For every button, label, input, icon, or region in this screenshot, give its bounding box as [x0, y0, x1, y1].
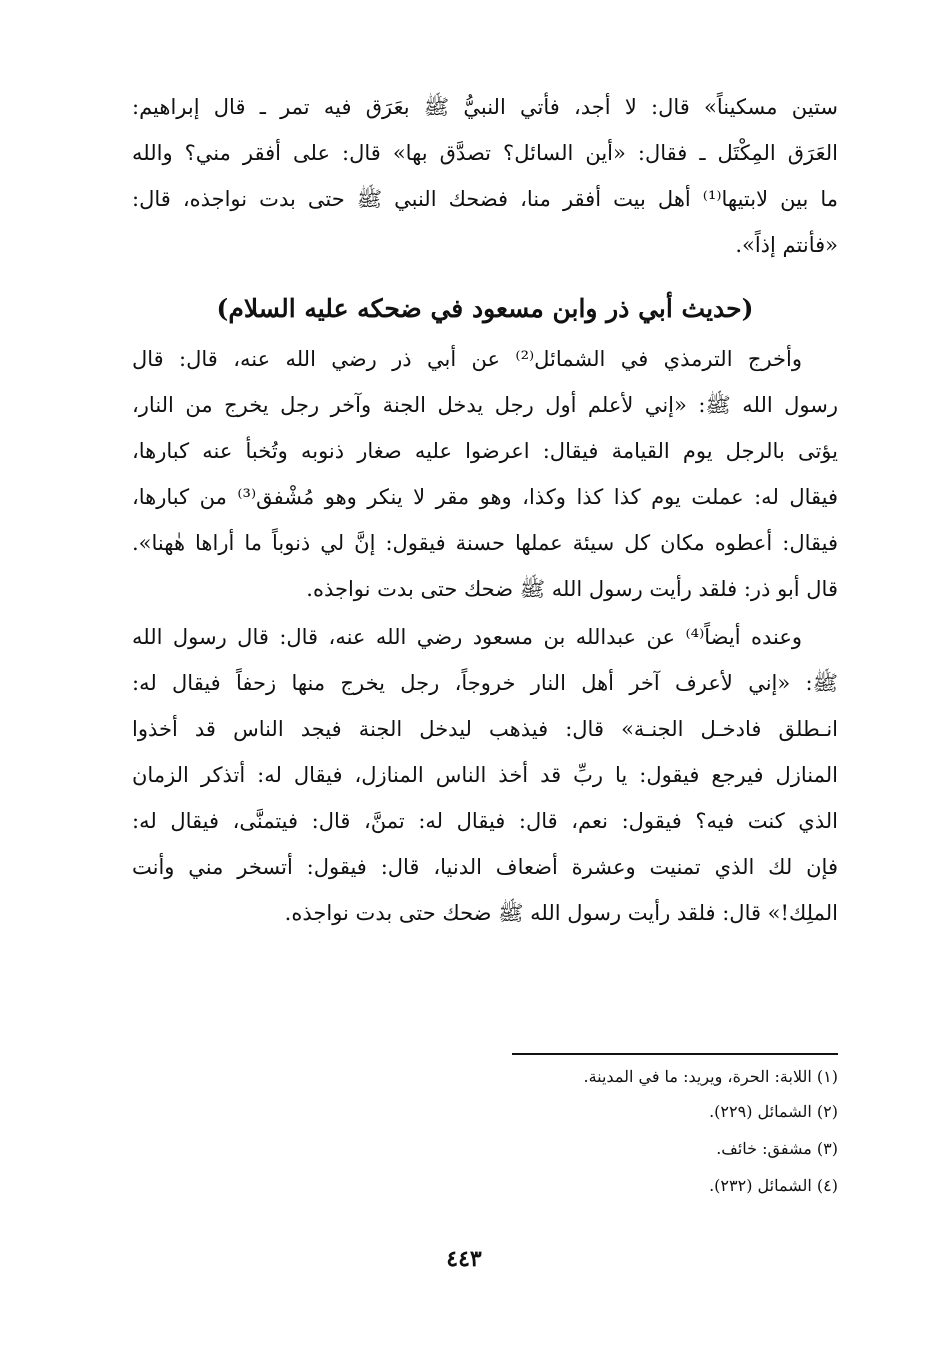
footnote-1: (١) اللابة: الحرة، ويريد: ما في المدينة.: [583, 1067, 838, 1086]
text-line: وعنده أيضاً⁽⁴⁾ عن عبدالله بن مسعود رضي الله عنه، قال: قال رسول الله: [132, 625, 802, 649]
text-line: الذي كنت فيه؟ فيقول: نعم، قال: فيقال له: تمنَّ، قال: فيتمنَّى، فيقال له:: [132, 809, 838, 833]
text-line: ﷺ: «إني لأعرف آخر أهل النار خروجاً، رجل يخرج منها زحفاً فيقال له:: [132, 671, 838, 695]
footnote-3: (٣) مشفق: خائف.: [716, 1139, 838, 1158]
section-heading: (حديث أبي ذر وابن مسعود في ضحكه عليه السلام): [216, 294, 754, 323]
footnote-separator: [512, 1053, 838, 1055]
footnote-2: (٢) الشمائل (٢٢٩).: [709, 1102, 838, 1121]
text-line: ستين مسكيناً» قال: لا أجد، فأُتي النبيُّ ﷺ بعَرَق فيه تمر ـ قال إبراهيم:: [132, 95, 838, 119]
text-line: ما بين لابتيها⁽¹⁾ أهل بيت أفقر منا، فضحك النبي ﷺ حتى بدت نواجذه، قال:: [132, 187, 838, 211]
text-line: فيقال: أعطوه مكان كل سيئة عملها حسنة فيقول: إنَّ لي ذنوباً ما أراها هٰهنا».: [132, 531, 838, 555]
text-line: فإن لك الذي تمنيت وعشرة أضعاف الدنيا، قال: فيقول: أتسخر مني وأنت: [132, 855, 838, 879]
page-number: ٤٤٣: [446, 1246, 482, 1272]
text-line: قال أبو ذر: فلقد رأيت رسول الله ﷺ ضحك حتى بدت نواجذه.: [306, 577, 838, 601]
text-line: رسول الله ﷺ: «إني لأعلم أول رجل يدخل الجنة وآخر رجل يخرج من النار،: [132, 393, 838, 417]
text-line: «فأنتم إذاً».: [735, 233, 838, 257]
text-line: انـطلق فادخـل الجنـة» قال: فيذهب ليدخل الجنة فيجد الناس قد أخذوا: [132, 717, 838, 741]
text-line: وأخرج الترمذي في الشمائل⁽²⁾ عن أبي ذر رضي الله عنه، قال: قال: [132, 347, 802, 371]
text-line: يؤتى بالرجل يوم القيامة فيقال: اعرضوا عليه صغار ذنوبه وتُخبأ عنه كبارها،: [132, 439, 838, 463]
text-line: المنازل فيرجع فيقول: يا ربِّ قد أخذ الناس المنازل، فيقال له: أتذكر الزمان: [132, 763, 838, 787]
text-line: العَرَق المِكْتَل ـ فقال: «أين السائل؟ تصدَّق بها» قال: على أفقر مني؟ والله: [132, 141, 838, 165]
text-line: الملِك!» قال: فلقد رأيت رسول الله ﷺ ضحك حتى بدت نواجذه.: [284, 901, 838, 925]
text-line: فيقال له: عملت يوم كذا كذا وكذا، وهو مقر لا ينكر وهو مُشْفق⁽³⁾ من كبارها،: [132, 485, 838, 509]
footnote-4: (٤) الشمائل (٢٣٢).: [709, 1176, 838, 1195]
